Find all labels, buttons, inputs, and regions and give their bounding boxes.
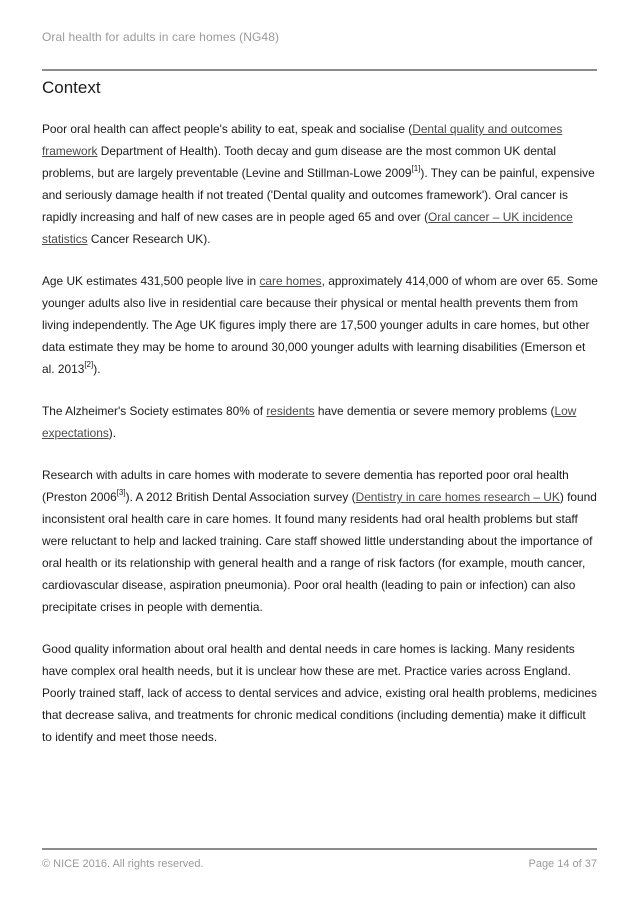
reference-marker[interactable]: [3] <box>116 488 126 497</box>
section-heading: Context <box>42 78 101 97</box>
paragraph <box>42 118 598 250</box>
inline-link[interactable]: Oral cancer – UK incidence statistics <box>42 210 573 246</box>
footer-rule <box>42 848 597 850</box>
text-segment: Research with adults in care homes with moderate to severe dementia has reported poor oral health (Preston 2006 <box>42 468 569 504</box>
text-segment: ). They can be painful, expensive and seriously damage health if not treated ('Dental quality and outcomes framework'). Oral cancer is rapidly increasing and half of new cases are in people aged 65 and over ( <box>42 166 595 224</box>
text-segment: ). <box>108 426 117 440</box>
paragraph <box>42 638 598 748</box>
text-segment: Age UK estimates 431,500 people live in <box>42 274 260 288</box>
text-segment: have dementia or severe memory problems ( <box>314 404 555 418</box>
header-rule <box>42 69 597 71</box>
text-segment: ). <box>93 362 101 376</box>
footer-page-number: Page 14 of 37 <box>528 858 597 870</box>
reference-marker[interactable]: [2] <box>84 360 94 369</box>
inline-link[interactable]: Dental quality and outcomes framework <box>42 122 563 158</box>
inline-link[interactable]: Dentistry in care homes research – UK <box>355 490 560 504</box>
inline-link[interactable]: residents <box>266 404 315 418</box>
text-segment: The Alzheimer's Society estimates 80% of <box>42 404 267 418</box>
footer-copyright: © NICE 2016. All rights reserved. <box>42 858 204 870</box>
text-segment: ). A 2012 British Dental Association survey ( <box>125 490 356 504</box>
paragraph <box>42 270 598 380</box>
paragraph <box>42 400 598 444</box>
body-text <box>42 118 598 768</box>
inline-link[interactable]: care homes <box>259 274 322 288</box>
text-segment: ) found inconsistent oral health care in care homes. It found many residents had oral health problems but staff were reluctant to help and lacked training. Care staff showed little understanding about the importance of oral health or its relationship with general health and a range of risk factors (for example, mouth cancer, cardiovascular disease, aspiration pneumonia). Poor oral health (leading to pain or infection) can also precipitate crises in people with dementia. <box>42 490 597 614</box>
inline-link[interactable]: Low expectations <box>42 404 577 440</box>
text-segment: Good quality information about oral health and dental needs in care homes is lacking. Many residents have complex oral health needs, but it is unclear how these are met. Practice varies across England. Poorly trained staff, lack of access to dental services and advice, existing oral health problems, medicines that decrease saliva, and treatments for chronic medical conditions (including dementia) make it difficult to identify and meet those needs. <box>42 642 597 744</box>
text-segment: Poor oral health can affect people's ability to eat, speak and socialise ( <box>42 122 413 136</box>
reference-marker[interactable]: [1] <box>411 164 421 173</box>
text-segment: Cancer Research UK). <box>87 232 211 246</box>
running-header: Oral health for adults in care homes (NG48) <box>42 30 280 44</box>
paragraph <box>42 464 598 618</box>
text-segment: , approximately 414,000 of whom are over 65. Some younger adults also live in residential care because their physical or mental health prevents them from living independently. The Age UK figures imply there are 17,500 younger adults in care homes, but other data estimate they may be home to around 30,000 younger adults with learning disabilities (Emerson et al. 2013 <box>42 274 598 376</box>
text-segment: Department of Health). Tooth decay and gum disease are the most common UK dental problems, but are largely preventable (Levine and Stillman-Lowe 2009 <box>42 144 556 180</box>
